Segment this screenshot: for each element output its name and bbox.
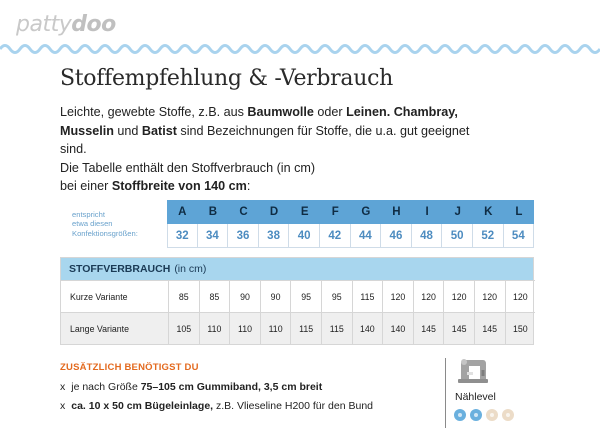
size-letter-b: B	[198, 200, 229, 224]
row-label: Kurze Variante	[61, 280, 168, 312]
size-number-54: 54	[504, 224, 535, 248]
size-letter-i: I	[412, 200, 443, 224]
table-cell: 110	[199, 312, 230, 344]
fabric-table-header: STOFFVERBRAUCH (in cm)	[61, 258, 533, 280]
size-number-36: 36	[228, 224, 259, 248]
intro-text	[60, 103, 560, 196]
table-cell: 115	[321, 312, 352, 344]
size-letter-d: D	[259, 200, 290, 224]
skill-level-label: Nählevel	[455, 391, 496, 403]
size-number-50: 50	[442, 224, 473, 248]
size-number-48: 48	[412, 224, 443, 248]
logo-text-part-1: patty	[16, 12, 72, 37]
skill-level-indicator	[454, 409, 514, 421]
table-cell: 140	[352, 312, 383, 344]
size-number-38: 38	[259, 224, 290, 248]
table-row	[61, 280, 533, 312]
table-cell: 150	[505, 312, 536, 344]
size-letter-l: L	[504, 200, 535, 224]
table-cell: 120	[474, 280, 505, 312]
size-number-42: 42	[320, 224, 351, 248]
extra-item-elastic: x je nach Größe 75–105 cm Gummiband, 3,5 cm breit	[60, 381, 323, 393]
table-cell: 105	[168, 312, 199, 344]
extra-item-interfacing: x ca. 10 x 50 cm Bügeleinlage, z.B. Vlieseline H200 für den Bund	[60, 400, 374, 412]
table-cell: 120	[443, 280, 474, 312]
sewing-machine-icon	[455, 354, 491, 386]
table-cell: 145	[443, 312, 474, 344]
size-letter-h: H	[381, 200, 412, 224]
size-letter-k: K	[473, 200, 504, 224]
size-letter-f: F	[320, 200, 351, 224]
row-label: Lange Variante	[61, 312, 168, 344]
wave-divider	[0, 42, 600, 56]
table-cell: 95	[290, 280, 321, 312]
table-cell: 85	[168, 280, 199, 312]
skill-dot	[470, 409, 482, 421]
table-cell: 115	[290, 312, 321, 344]
table-cell: 85	[199, 280, 230, 312]
table-cell: 95	[321, 280, 352, 312]
size-number-52: 52	[473, 224, 504, 248]
table-cell: 110	[260, 312, 291, 344]
table-cell: 90	[229, 280, 260, 312]
table-row	[61, 312, 533, 344]
size-letter-c: C	[228, 200, 259, 224]
page-title: Stoffempfehlung & -Verbrauch	[60, 66, 393, 91]
size-number-40: 40	[289, 224, 320, 248]
logo-text-part-2: doo	[71, 12, 116, 37]
table-cell: 115	[352, 280, 383, 312]
size-number-46: 46	[381, 224, 412, 248]
skill-dot	[486, 409, 498, 421]
intro-line-2: Musselin und Batist sind Bezeichnungen für Stoffe, die u.a. gut geeignet	[60, 123, 470, 138]
extra-materials-title: ZUSÄTZLICH BENÖTIGST DU	[60, 362, 199, 373]
table-cell: 145	[474, 312, 505, 344]
size-letter-e: E	[289, 200, 320, 224]
fabric-consumption-table	[60, 257, 534, 345]
pattydoo-logo	[16, 12, 116, 37]
intro-line-4: Die Tabelle enthält den Stoffverbrauch (in cm)	[60, 160, 316, 175]
size-number-44: 44	[351, 224, 382, 248]
table-cell: 145	[413, 312, 444, 344]
table-cell: 90	[260, 280, 291, 312]
intro-line-3: sind.	[60, 142, 87, 156]
skill-divider	[445, 358, 446, 428]
skill-dot	[502, 409, 514, 421]
table-cell: 120	[413, 280, 444, 312]
size-letter-g: G	[351, 200, 382, 224]
size-table-label: entspricht etwa diesen Konfektionsgrößen:	[72, 210, 138, 238]
table-cell: 110	[229, 312, 260, 344]
table-cell: 120	[382, 280, 413, 312]
size-letter-j: J	[442, 200, 473, 224]
size-number-32: 32	[167, 224, 198, 248]
intro-line-5: bei einer Stoffbreite von 140 cm:	[60, 179, 251, 193]
skill-dot	[454, 409, 466, 421]
size-number-34: 34	[198, 224, 229, 248]
table-cell: 120	[505, 280, 536, 312]
intro-line-1: Leichte, gewebte Stoffe, z.B. aus Baumwolle oder Leinen. Chambray,	[60, 105, 458, 119]
size-table	[60, 200, 534, 248]
table-cell: 140	[382, 312, 413, 344]
size-letter-a: A	[167, 200, 198, 224]
